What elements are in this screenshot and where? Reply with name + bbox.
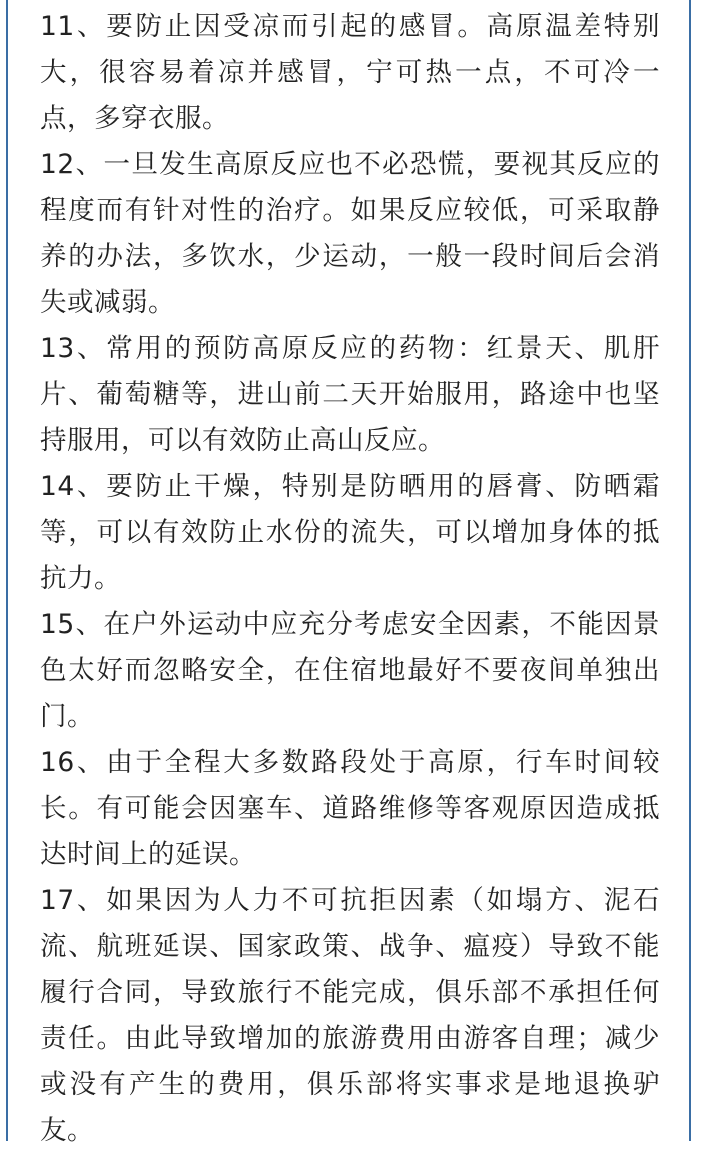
list-item: 15、在户外运动中应充分考虑安全因素，不能因景色太好而忽略安全，在住宿地最好不要夜间单独出门。: [40, 609, 660, 732]
list-item: 17、如果因为人力不可抗拒因素（如塌方、泥石流、航班延误、国家政策、战争、瘟疫）导致不能履行合同，导致旅行不能完成，俱乐部不承担任何责任。由此导致增加的旅游费用由游客自理；减少或没有产生的费用，俱乐部将实事求是地退换驴友。: [40, 885, 660, 1146]
list-item: 12、一旦发生高原反应也不必恐慌，要视其反应的程度而有针对性的治疗。如果反应较低，可采取静养的办法，多饮水，少运动，一般一段时间后会消失或减弱。: [40, 149, 660, 318]
list-item: 16、由于全程大多数路段处于高原，行车时间较长。有可能会因塞车、道路维修等客观原因造成抵达时间上的延误。: [40, 747, 660, 870]
list-item: 14、要防止干燥，特别是防晒用的唇膏、防晒霜等，可以有效防止水份的流失，可以增加身体的抵抗力。: [40, 471, 660, 594]
list-item: 11、要防止因受凉而引起的感冒。高原温差特别大，很容易着凉并感冒，宁可热一点，不可冷一点，多穿衣服。: [40, 11, 660, 134]
list-item: 13、常用的预防高原反应的药物：红景天、肌肝片、葡萄糖等，进山前二天开始服用，路途中也坚持服用，可以有效防止高山反应。: [40, 333, 660, 456]
notice-list: [40, 4, 660, 1154]
